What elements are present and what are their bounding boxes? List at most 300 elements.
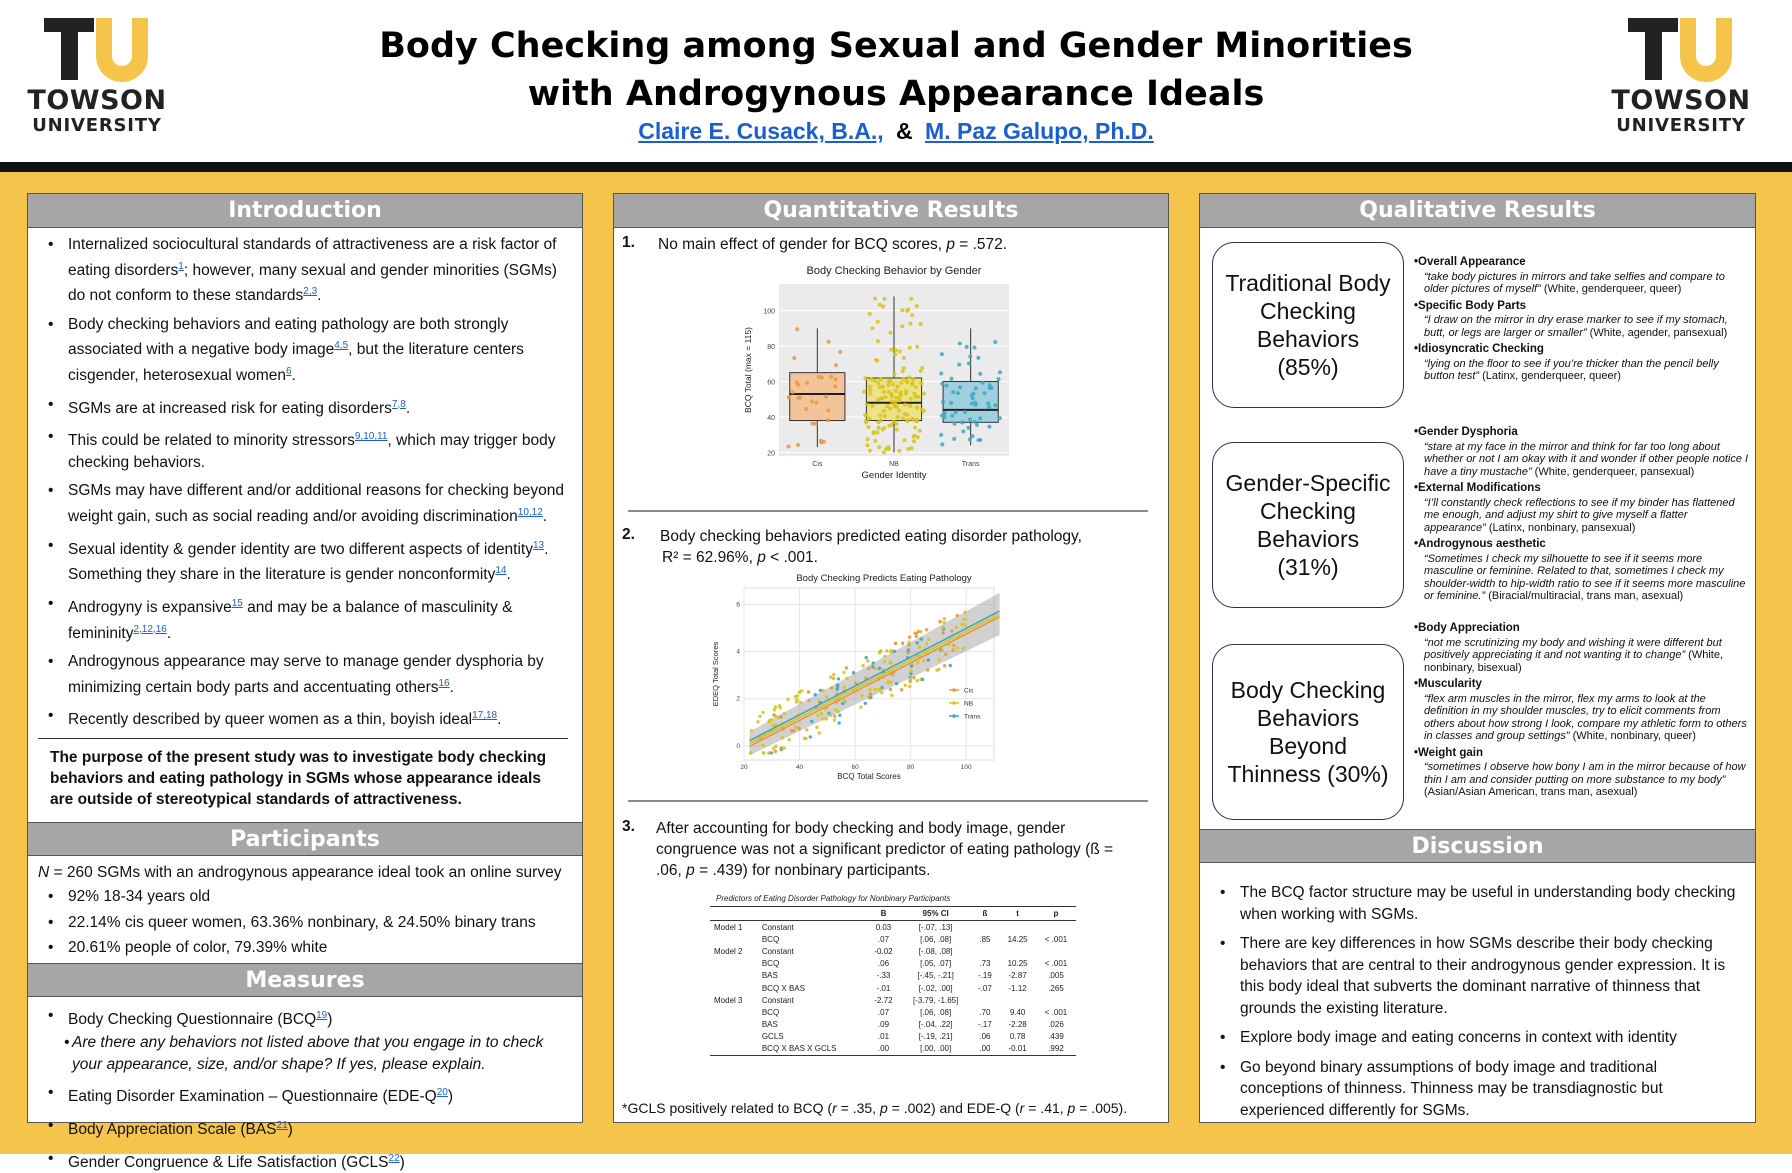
author-link-cusack[interactable]: Claire E. Cusack, B.A., [638,118,883,144]
data-point [874,358,878,362]
intro-bullet [42,593,568,644]
bullet-text: Internalized sociocultural standards of attractiveness are a risk factor of eating disorders [68,236,557,279]
data-point [798,396,802,400]
data-point [804,407,808,411]
measure-text: Are there any behaviors not listed above that you engage in to check your appearance, size, and/or shape? If yes, please explain. [72,1034,543,1073]
table-cell [710,970,758,982]
data-point [883,297,887,301]
data-point [940,352,944,356]
data-point [767,720,770,723]
data-point [811,422,815,426]
table-cell: Model 1 [710,921,758,934]
data-point [869,692,872,695]
data-point [909,669,912,672]
data-point [925,628,928,631]
logo-word-towson: TOWSON [1606,86,1756,116]
data-point [868,312,872,316]
data-point [902,438,906,442]
bullet-text: ; however, many sexual and gender minorities (SGMs) do not conform to these standards [68,262,557,305]
theme-subheading: • Specific Body Parts [1414,300,1749,313]
table-row [710,958,1076,970]
bullet-text: Androgyny is expansive [68,599,232,616]
title-line-2: with Androgynous Appearance Ideals [300,70,1492,118]
intro-bullet [42,234,568,307]
intro-bullet [42,535,568,586]
data-point [804,737,807,740]
table-cell: 0.78 [999,1031,1036,1043]
theme-quote [1414,358,1749,383]
data-point [963,410,967,414]
table-cell [999,994,1036,1006]
x-tick-label: Cis [812,461,823,468]
list-item: • 20.61% people of color, 79.39% white [42,937,568,959]
divider [628,510,1148,512]
table-row [710,945,1076,957]
table-cell: [.06, .08] [901,1006,971,1018]
data-point [826,408,830,412]
table-cell: Model 2 [710,945,758,957]
theme-quotes [1414,618,1749,799]
data-point [949,401,953,405]
data-point [954,410,958,414]
data-point [998,416,1002,420]
data-point [876,339,880,343]
table-cell [710,982,758,994]
data-point [772,713,775,716]
data-point [836,710,839,713]
theme-box: Gender-Specific Checking Behaviors (31%) [1212,442,1404,608]
table-cell: -2.87 [999,970,1036,982]
data-point [952,437,956,441]
legend-dot [952,688,956,692]
data-point [813,693,816,696]
table-cell: .07 [866,1006,900,1018]
legend-label: Cis [964,688,974,695]
data-point [875,430,879,434]
data-point [876,420,880,424]
data-point [910,446,914,450]
data-point [892,372,896,376]
data-point [869,377,873,381]
table-cell: Model 3 [710,994,758,1006]
data-point [889,348,893,352]
data-point [878,688,881,691]
data-point [890,423,894,427]
n-label: N [38,864,49,881]
data-point [915,641,918,644]
quote-text: “Sometimes I check my silhouette to see if it seems more masculine or feminine. Related to that, sometimes I check my shoulder-width to hip-width ratio to see if it seems more masculine or feminine.” [1424,553,1745,603]
table-header-cell: ß [971,907,1000,921]
table-cell: .00 [866,1043,900,1056]
data-point [950,414,954,418]
table-cell: BCQ X BAS X GCLS [758,1043,866,1056]
data-point [912,676,915,679]
data-point [993,403,997,407]
table-cell: -1.12 [999,982,1036,994]
citation: 2,3 [303,286,317,297]
data-point [919,369,923,373]
r3-p: p [686,862,695,879]
theme-quote [1414,441,1749,479]
quote-demographics: (White, genderqueer, pansexual) [1532,466,1695,478]
bullet-text: . [450,679,454,696]
data-point [861,664,864,667]
poster-header [0,0,1792,162]
data-point [842,671,845,674]
data-point [761,744,764,747]
data-point [838,714,841,717]
r2-line-2 [660,547,1150,568]
data-point [864,419,868,423]
data-point [889,331,893,335]
data-point [762,751,765,754]
data-point [900,308,904,312]
theme-quote [1414,637,1749,675]
data-point [960,421,964,425]
theme-box: Body Checking Behaviors Beyond Thinness (30%) [1212,644,1404,820]
data-point [888,661,891,664]
data-point [867,425,871,429]
table-cell: BCQ [758,958,866,970]
fn-c: = .002) and EDE-Q ( [888,1100,1020,1116]
purpose-statement: The purpose of the present study was to investigate body checking behaviors and eating pathology in SGMs whose appearance ideals are outside of stereotypical standards of attractiveness. [38,738,568,816]
fn-p1: p [880,1100,888,1116]
data-point [952,644,955,647]
data-point [925,642,928,645]
measures-heading: Measures [28,963,582,997]
data-point [942,415,946,419]
table-cell: .07 [866,933,900,945]
data-point [866,437,870,441]
authors [300,118,1492,145]
table-header-cell [710,907,758,921]
bullet-text: . [543,508,547,525]
table-cell: .85 [971,933,1000,945]
data-point [882,390,886,394]
data-point [750,729,753,732]
theme-subheading: • Weight gain [1414,747,1749,760]
data-point [907,641,910,644]
data-point [887,680,890,683]
result-3-number: 3. [622,818,635,836]
data-point [916,395,920,399]
data-point [904,684,907,687]
data-point [941,625,944,628]
data-point [899,381,903,385]
data-point [975,423,979,427]
data-point [881,385,885,389]
table-header-row [710,907,1076,921]
table-cell: < .001 [1036,933,1076,945]
bullet-end: . [506,566,510,583]
data-point [863,413,867,417]
data-point [916,679,919,682]
data-point [922,391,926,395]
table-cell: -2.72 [866,994,900,1006]
author-link-galupo[interactable]: M. Paz Galupo, Ph.D. [925,118,1154,144]
data-point [824,717,827,720]
legend-dot [952,714,956,718]
result-3-text [656,818,1136,881]
data-point [968,417,972,421]
data-point [868,385,872,389]
discussion-bullet: • The BCQ factor structure may be useful in understanding body checking when working with SGMs. [1214,882,1743,925]
data-point [798,691,801,694]
r3-text: After accounting for body checking and body image, gender congruence was not a significant predictor of eating pathology (ß = .06, [656,820,1113,879]
data-point [915,304,919,308]
data-point [843,700,846,703]
data-point [958,341,962,345]
data-point [915,345,919,349]
data-point [898,396,902,400]
data-point [873,439,877,443]
data-point [900,324,904,328]
table-cell [971,994,1000,1006]
data-point [774,750,777,753]
data-point [807,690,810,693]
quote-text: “stare at my face in the mirror and think for far too long about whether or not I am okay with it and wonder if other people notice I have a tiny mustache” [1424,441,1748,478]
data-point [843,685,846,688]
data-point [873,297,877,301]
column-right [1199,193,1756,1123]
data-point [795,327,799,331]
table-cell [710,1043,758,1056]
theme-quote [1414,693,1749,743]
data-point [987,425,991,429]
data-point [782,747,785,750]
data-point [981,381,985,385]
data-point [756,720,759,723]
data-point [805,381,809,385]
table-cell: [.00, .00] [901,1043,971,1056]
intro-bullet [42,651,568,698]
data-point [908,322,912,326]
quote-text: “sometimes I observe how bony I am in the mirror because of how thin I am and consider putting on more substance to my body” [1424,761,1746,786]
theme-quote [1414,314,1749,339]
table-cell: BAS [758,970,866,982]
table-cell: .992 [1036,1043,1076,1056]
x-tick-label: 80 [907,764,915,771]
data-point [956,646,959,649]
data-point [914,385,918,389]
data-point [957,363,961,367]
data-point [894,389,898,393]
legend-label: NB [964,701,973,708]
data-point [961,647,964,650]
data-point [819,440,823,444]
data-point [891,382,895,386]
towson-logo-left [22,18,172,148]
data-point [889,649,892,652]
measure-end: ) [448,1088,453,1105]
measure-item [42,1148,568,1173]
fn-b: = .35, [837,1100,880,1116]
logo-word-university: UNIVERSITY [1606,116,1756,136]
intro-bullet [42,426,568,473]
data-point [893,650,896,653]
theme-quote [1414,553,1749,603]
data-point [919,630,922,633]
result-1-text [658,234,1148,255]
discussion-list [1200,876,1755,1129]
data-point [834,377,838,381]
data-point [774,705,777,708]
data-point [881,304,885,308]
y-tick-label: 6 [736,601,740,608]
data-point [818,731,821,734]
citation: 16 [438,678,449,689]
data-point [898,349,902,353]
table-cell: BCQ [758,933,866,945]
data-point [874,688,877,691]
bullet-text: Body checking behaviors and eating pathology are both strongly associated with a negative body image [68,316,508,359]
table-cell [999,945,1036,957]
data-point [910,313,914,317]
data-point [889,688,892,691]
data-point [971,396,975,400]
data-point [919,322,923,326]
table-cell: [.05, .07] [901,958,971,970]
data-point [956,391,960,395]
table-cell: 9.40 [999,1006,1036,1018]
data-point [868,417,872,421]
quote-demographics: (White, nonbinary, bisexual) [1424,649,1723,674]
data-point [852,671,855,674]
data-point [807,699,810,702]
bullet-end: . [317,287,321,304]
data-point [941,400,945,404]
x-tick-label: 20 [740,764,748,771]
data-point [794,725,797,728]
data-point [953,422,957,426]
regression-table [710,906,1076,1056]
data-point [976,356,980,360]
table-header-cell: B [866,907,900,921]
data-point [906,307,910,311]
table-cell [999,921,1036,934]
data-point [937,668,940,671]
theme-subheading: • Overall Appearance [1414,256,1749,269]
table-cell: 14.25 [999,933,1036,945]
qual-heading: Qualitative Results [1200,194,1755,228]
data-point [859,705,862,708]
table-row [710,1043,1076,1056]
fn-e: = .005). [1075,1100,1127,1116]
data-point [915,418,919,422]
data-point [903,403,907,407]
data-point [862,390,866,394]
data-point [974,386,978,390]
theme-subheading: • Gender Dysphoria [1414,426,1749,439]
citation: 2,12,16 [133,624,166,635]
table-cell: Constant [758,994,866,1006]
table-header-cell: t [999,907,1036,921]
bullet-end: . [167,625,171,642]
discussion-bullet: • Explore body image and eating concerns in context with identity [1214,1027,1743,1049]
data-point [893,404,897,408]
data-point [895,428,899,432]
data-point [970,434,974,438]
table-cell: .70 [971,1006,1000,1018]
data-point [927,658,930,661]
r2-p: p [757,549,766,566]
legend-dot [952,701,956,705]
data-point [837,677,840,680]
data-point [885,649,888,652]
tu-logo-icon [44,18,150,82]
data-point [829,375,833,379]
data-point [918,646,921,649]
data-point [836,687,839,690]
x-tick-label: 60 [851,764,859,771]
data-point [889,680,892,683]
data-point [819,689,822,692]
citation: 4,5 [334,340,348,351]
data-point [971,392,975,396]
data-point [895,422,899,426]
data-point [956,614,959,617]
table-cell: 0.03 [866,921,900,934]
r2-text-c: < .001. [766,549,818,566]
data-point [868,388,872,392]
data-point [878,667,881,670]
bullet-text: , but the literature centers cisgender, heterosexual women [68,341,524,384]
theme-subheading: • Idiosyncratic Checking [1414,343,1749,356]
measure-end: ) [327,1011,332,1028]
data-point [883,655,886,658]
data-point [988,383,992,387]
table-cell: .09 [866,1019,900,1031]
data-point [796,443,800,447]
data-point [890,694,893,697]
table-cell [710,958,758,970]
table-cell [1036,994,1076,1006]
data-point [880,686,883,689]
table-cell: .06 [971,1031,1000,1043]
intro-bullet [42,314,568,387]
data-point [833,714,836,717]
table-cell: [-.08, .08] [901,945,971,957]
logo-word-university: UNIVERSITY [22,116,172,136]
data-point [881,427,885,431]
quote-demographics: (Latinx, nonbinary, pansexual) [1486,522,1636,534]
theme-quote [1414,271,1749,296]
participants-intro: = 260 SGMs with an androgynous appearance ideal took an online survey [49,864,561,881]
measure-end: ) [400,1154,405,1171]
data-point [845,677,848,680]
y-tick-label: 40 [767,415,775,422]
data-point [837,721,840,724]
list-item: • 92% 18-34 years old [42,886,568,908]
data-point [926,668,929,671]
y-tick-label: 4 [736,649,740,656]
table-cell: [.06, .08] [901,933,971,945]
result-2-number: 2. [622,526,635,544]
data-point [833,384,837,388]
y-axis-label: BCQ Total (max = 115) [743,327,753,413]
data-point [809,735,812,738]
data-point [978,372,982,376]
quote-demographics: (White, nonbinary, queer) [1570,730,1696,742]
r1-text-a: No main effect of gender for BCQ scores, [658,236,946,253]
data-point [838,350,842,354]
data-point [905,380,909,384]
data-point [922,659,925,662]
data-point [968,437,972,441]
data-point [884,395,888,399]
data-point [962,618,965,621]
data-point [787,395,791,399]
